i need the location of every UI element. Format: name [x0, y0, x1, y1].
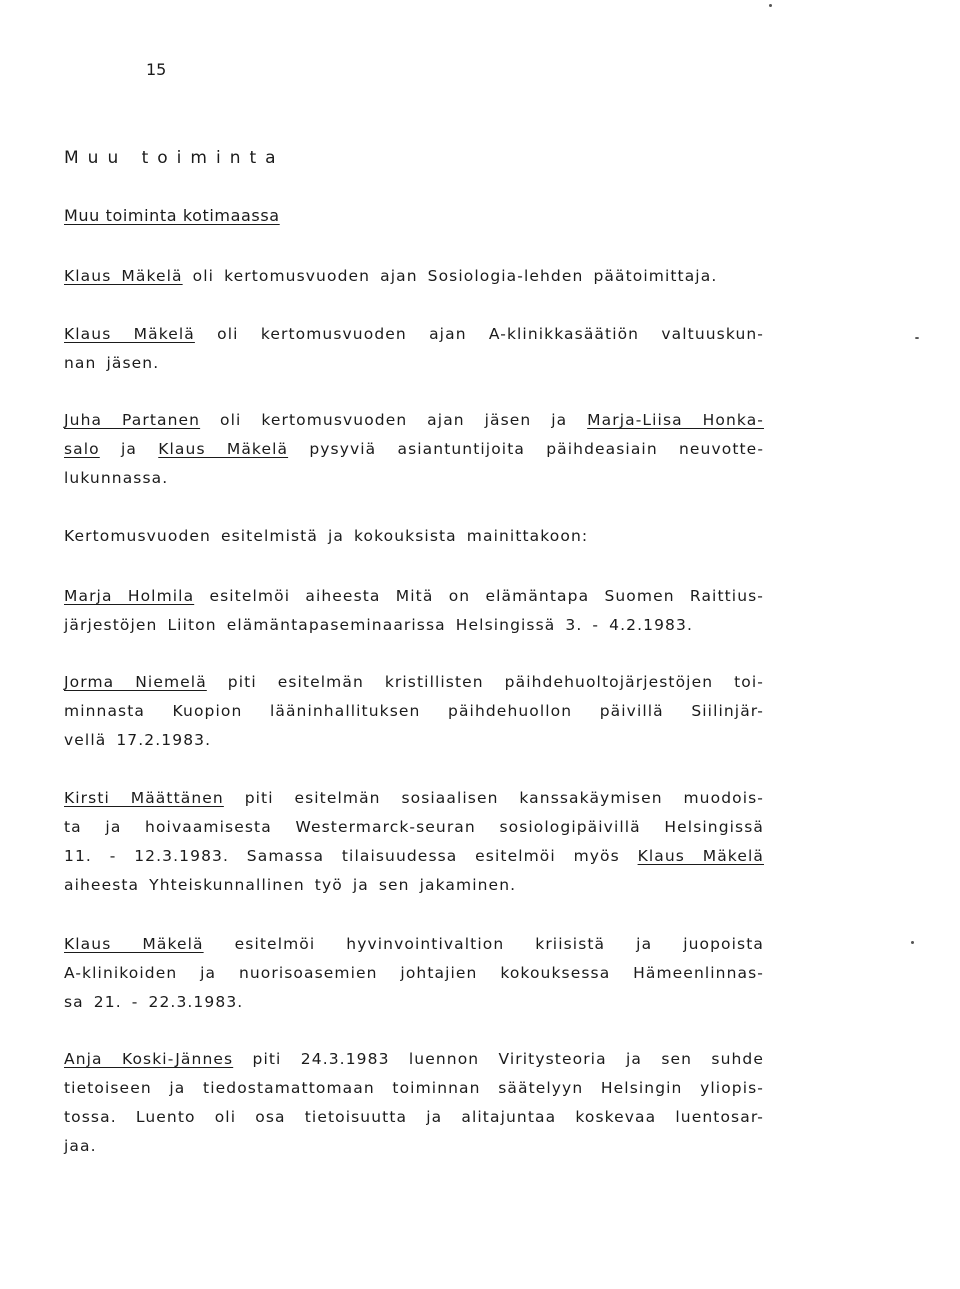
paragraph-text: Kertomusvuoden esitelmistä ja kokouksista mainittakoon:: [64, 527, 589, 545]
paragraph-text: piti esitelmän kristillisten päihdehuoltojärjestöjen toi-: [227, 673, 764, 691]
paragraph-text: lukunnassa.: [64, 469, 169, 487]
person-name: Marja Holmila: [64, 587, 195, 605]
paragraph-9: [64, 1045, 764, 1161]
paragraph-text: pysyviä asiantuntijoita päihdeasiain neuvotte-: [309, 440, 765, 458]
scan-speck: [769, 4, 772, 7]
scan-speck: [915, 337, 919, 339]
paragraph-text: tossa. Luento oli osa tietoisuutta ja alitajuntaa koskevaa luentosar-: [64, 1108, 764, 1126]
paragraph-text: esitelmöi hyvinvointivaltion kriisistä ja juopoista: [234, 935, 764, 953]
paragraph-6: [64, 668, 764, 755]
page-number: 15: [146, 60, 167, 79]
paragraph-text: tietoiseen ja tiedostamattomaan toiminnan säätelyyn Helsingin yliopis-: [64, 1079, 764, 1097]
paragraph-text: vellä 17.2.1983.: [64, 731, 212, 749]
paragraph-text: oli kertomusvuoden ajan A-klinikkasäätiön valtuuskun-: [217, 325, 764, 343]
paragraph-3: [64, 406, 764, 493]
person-name: Klaus Mäkelä: [158, 440, 289, 458]
paragraph-text: aiheesta Yhteiskunnallinen työ ja sen jakaminen.: [64, 876, 517, 894]
paragraph-text: ja: [121, 440, 138, 458]
paragraph-7: [64, 784, 764, 900]
paragraph-text: esitelmöi aiheesta Mitä on elämäntapa Suomen Raittius-: [209, 587, 765, 605]
paragraph-5: [64, 582, 764, 640]
person-name: salo: [64, 440, 100, 458]
paragraph-text: sa 21. - 22.3.1983.: [64, 993, 244, 1011]
paragraph-text: A-klinikoiden ja nuorisoasemien johtajien kokouksessa Hämeenlinnas-: [64, 964, 764, 982]
paragraph-text: piti esitelmän sosiaalisen kanssakäymisen muodois-: [244, 789, 764, 807]
paragraph-text: jaa.: [64, 1137, 97, 1155]
person-name: Anja Koski-Jännes: [64, 1050, 234, 1068]
paragraph-text: ta ja hoivaamisesta Westermarck-seuran sosiologipäivillä Helsingissä: [64, 818, 764, 836]
paragraph-text: minnasta Kuopion lääninhallituksen päihdehuollon päivillä Siilinjär-: [64, 702, 764, 720]
paragraph-text: 11. - 12.3.1983. Samassa tilaisuudessa esitelmöi myös: [64, 847, 620, 865]
person-name: Juha Partanen: [64, 411, 201, 429]
person-name: Marja-Liisa Honka-: [587, 411, 764, 429]
person-name: Klaus Mäkelä: [64, 935, 204, 953]
paragraph-8: [64, 930, 764, 1017]
paragraph-2: [64, 320, 764, 378]
paragraph-text: oli kertomusvuoden ajan Sosiologia-lehden päätoimittaja.: [192, 267, 718, 285]
paragraph-text: järjestöjen Liiton elämäntapaseminaarissa Helsingissä 3. - 4.2.1983.: [64, 616, 693, 634]
paragraph-1: [64, 262, 764, 291]
person-name: Jorma Niemelä: [64, 673, 207, 691]
person-name: Klaus Mäkelä: [64, 267, 183, 285]
section-heading: Muu toiminta: [64, 148, 285, 168]
subheading: Muu toiminta kotimaassa: [64, 206, 280, 225]
paragraph-text: nan jäsen.: [64, 354, 160, 372]
person-name: Klaus Mäkelä: [637, 847, 764, 865]
paragraph-text: piti 24.3.1983 luennon Viritysteoria ja sen suhde: [252, 1050, 764, 1068]
scan-speck: [911, 941, 914, 944]
paragraph-4: [64, 522, 764, 551]
paragraph-text: oli kertomusvuoden ajan jäsen ja: [220, 411, 568, 429]
person-name: Klaus Mäkelä: [64, 325, 195, 343]
person-name: Kirsti Määttänen: [64, 789, 224, 807]
